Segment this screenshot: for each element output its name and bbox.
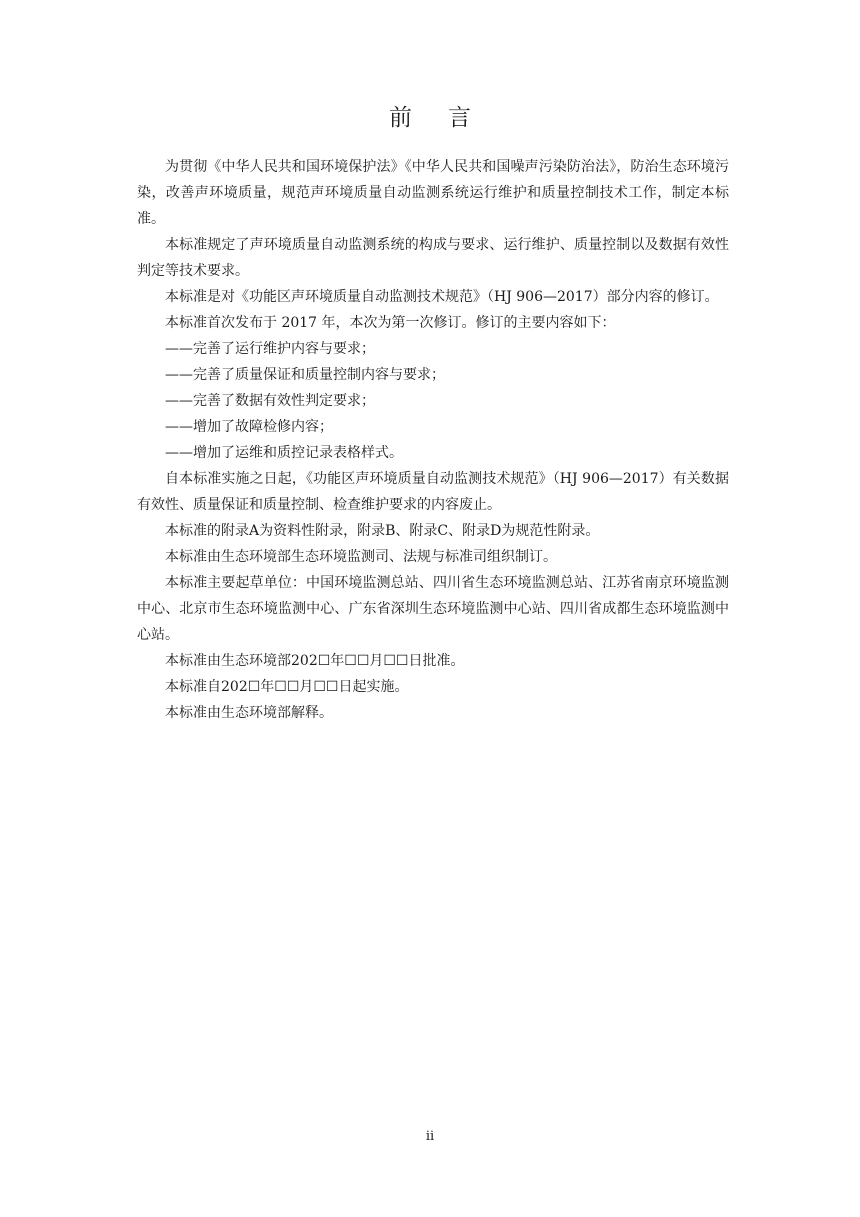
paragraph-organizer: 本标准由生态环境部生态环境监测司、法规与标准司组织制订。 (165, 549, 557, 565)
revision-item: ——完善了数据有效性判定要求； (165, 393, 375, 409)
paragraph-purpose: 为贯彻《中华人民共和国环境保护法》《中华人民共和国噪声污染防治法》，防治生态环境污染，改善声环境质量，规范声环境质量自动监测系统运行维护和质量控制技术工作，制定本标准。 (137, 159, 729, 227)
paragraph-abolish: 自本标准实施之日起，《功能区声环境质量自动监测技术规范》（HJ 906—2017）有关数据有效性、质量保证和质量控制、检查维护要求的内容废止。 (137, 471, 729, 513)
paragraph-scope: 本标准规定了声环境质量自动监测系统的构成与要求、运行维护、质量控制以及数据有效性判定等技术要求。 (137, 237, 729, 279)
page-title: 前言 (389, 105, 507, 131)
paragraph-revision-of: 本标准是对《功能区声环境质量自动监测技术规范》（HJ 906—2017）部分内容的修订。 (165, 289, 719, 305)
foreword-body (137, 154, 729, 726)
paragraph-drafters: 本标准主要起草单位：中国环境监测总站、四川省生态环境监测总站、江苏省南京环境监测中心、北京市生态环境监测中心、广东省深圳生态环境监测中心站、四川省成都生态环境监测中心站。 (137, 575, 729, 643)
page-number: ii (425, 1129, 435, 1144)
paragraph-interpretation: 本标准由生态环境部解释。 (165, 705, 333, 721)
revision-item: ——增加了故障检修内容； (165, 419, 333, 435)
revision-item: ——完善了运行维护内容与要求； (165, 341, 375, 357)
revision-item: ——完善了质量保证和质量控制内容与要求； (165, 367, 445, 383)
revision-item: ——增加了运维和质控记录表格样式。 (165, 445, 403, 461)
paragraph-approval: 本标准由生态环境部202☐年☐☐月☐☐日批准。 (165, 653, 465, 669)
paragraph-appendix: 本标准的附录A为资料性附录，附录B、附录C、附录D为规范性附录。 (165, 523, 600, 539)
paragraph-history: 本标准首次发布于 2017 年，本次为第一次修订。修订的主要内容如下： (165, 315, 616, 331)
paragraph-effective: 本标准自202☐年☐☐月☐☐日起实施。 (165, 679, 409, 695)
